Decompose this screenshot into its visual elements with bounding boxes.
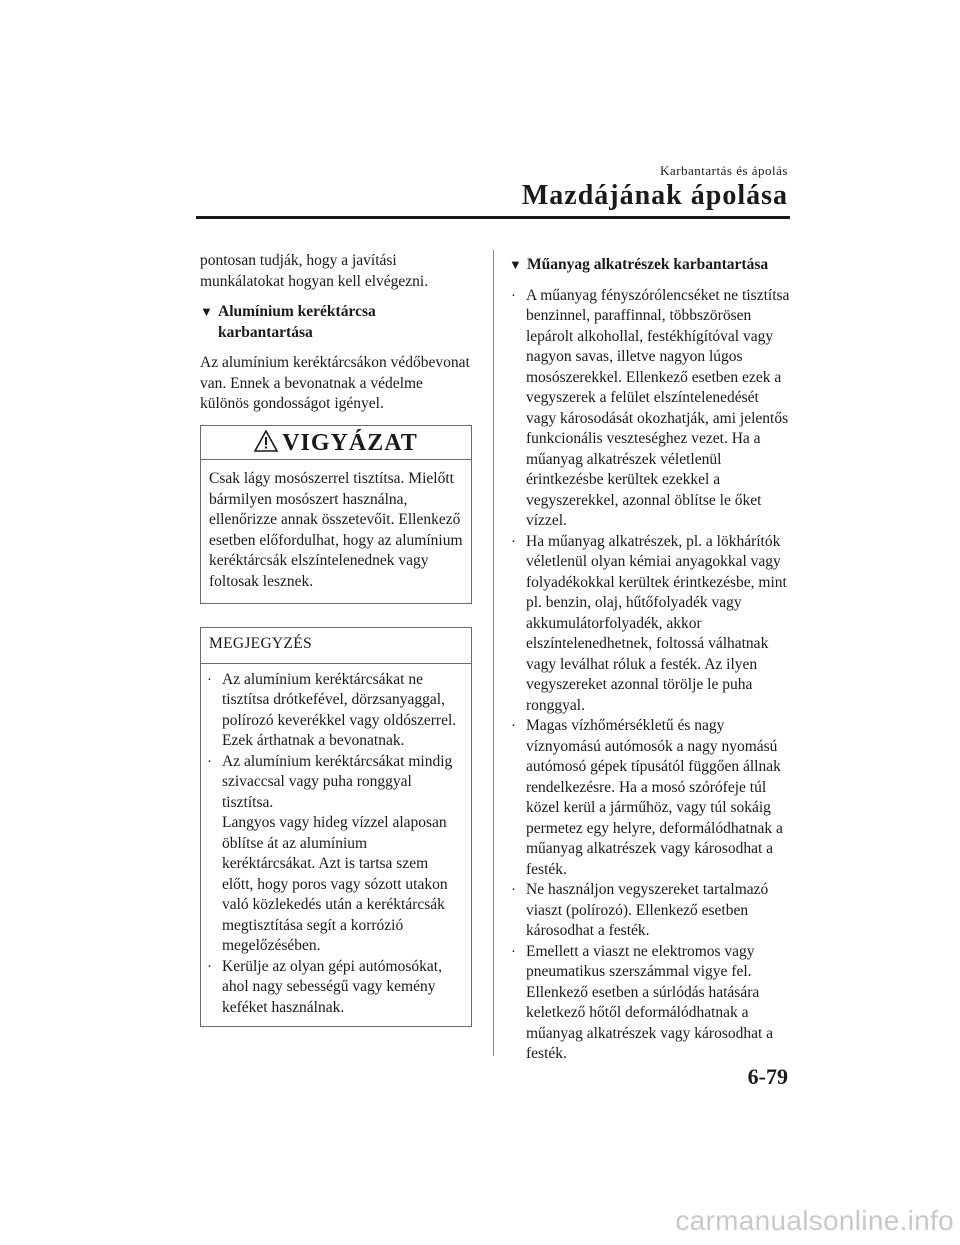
- list-item: · Az alumínium keréktárcsákat mindig szivaccsal vagy puha ronggyal tisztítsa. Langyos vagy hideg vízzel alaposan öblítse át az alumínium keréktárcsákat. Azt is tartsa szem előtt, hogy poros vagy sózott utakon való közlekedés után a keréktárcsák megtisztítása segít a korrózió megelőzésében.: [207, 752, 453, 954]
- bullet-dot-icon: ·: [207, 753, 212, 770]
- wheel-paragraph: Az alumínium keréktárcsákon védőbevonat van. Ennek a bevonatnak a védelme különös gondosságot igényel.: [200, 354, 470, 412]
- bullet-dot-icon: ·: [511, 287, 516, 304]
- note-body: [201, 664, 471, 1027]
- list-item: · Ha műanyag alkatrészek, pl. a lökhárítók véletlenül olyan kémiai anyagokkal vagy folyadékokkal kerültek érintkezésbe, mint pl. benzin, olaj, hűtőfolyadék vagy akkumulátorfolyadék, akkor elszíntelenedhetnek, foltossá válhatnak vagy leválhat róluk a festék. Az ilyen vegyszereket azonnal törölje le puha ronggyal.: [511, 532, 787, 714]
- bullet-dot-icon: ·: [511, 882, 516, 898]
- watermark: carmanualsonline.info: [675, 1205, 954, 1236]
- list-item: · Magas vízhőmérsékletű és nagy víznyomású autómosók a nagy nyomású autómosó gépek típusától függően állnak rendelkezésre. Ha a mosó szórófeje túl közel kerül a járműhöz, vagy túl sokáig permetez egy helyre, deformálódhatnak a műanyag alkatrészek vagy károsodhat a festék.: [511, 717, 783, 878]
- wheel-heading: [200, 302, 472, 343]
- bullet-dot-icon: ·: [511, 718, 516, 734]
- bullet-dot-icon: ·: [511, 533, 516, 550]
- plastic-heading-text: Műanyag alkatrészek karbantartása: [527, 256, 769, 273]
- list-item: · Ne használjon vegyszereket tartalmazó viaszt (polírozó). Ellenkező esetben károsodhat a festék.: [511, 881, 769, 939]
- note-title: MEGJEGYZÉS: [209, 635, 312, 652]
- triangle-down-icon: ▼: [509, 257, 522, 272]
- header-rule: [196, 216, 790, 219]
- column-divider: [493, 250, 494, 1056]
- warning-title-text: VIGYÁZAT: [282, 429, 418, 456]
- triangle-down-icon: ▼: [200, 304, 213, 319]
- right-column: [509, 251, 791, 1065]
- plastic-heading: [509, 255, 791, 276]
- left-column: [200, 251, 472, 1027]
- list-item: · Emellett a viaszt ne elektromos vagy pneumatikus szerszámmal vigye fel. Ellenkező esetben a súrlódás hatására keletkező hőtől deformálódhatnak a műanyag alkatrészek vagy károsodhat a festék.: [511, 942, 774, 1062]
- wheel-heading-text: Alumínium keréktárcsa karbantartása: [218, 303, 376, 341]
- page-number: 6-79: [747, 1064, 788, 1089]
- list-item: · A műanyag fényszórólencséket ne tisztítsa benzinnel, paraffinnal, többszörösen lepárolt alkohollal, festékhígítóval vagy nagyon savas, illetve nagyon lúgos mosószerekkel. Ellenkező esetben ezek a vegyszerek a felület elszíntelenedését vagy károsodását okozhatják, ami jelentős funkcionális veszteséghez vezet. Ha a műanyag alkatrészek véletlenül érintkezésbe kerültek ezekkel a vegyszerekkel, azonnal öblítse le őket vízzel.: [511, 286, 790, 529]
- list-item: · Az alumínium keréktárcsákat ne tisztítsa drótkefével, dörzsanyaggal, polírozó keverékkel vagy oldószerrel. Ezek árthatnak a bevonatnak.: [207, 670, 457, 749]
- section-label: Karbantartás és ápolás: [660, 163, 788, 178]
- bullet-dot-icon: ·: [511, 943, 516, 960]
- page-title: Mazdájának ápolása: [521, 180, 788, 211]
- bullet-dot-icon: ·: [207, 671, 212, 688]
- bullet-dot-icon: ·: [207, 958, 212, 975]
- list-item: · Kerülje az olyan gépi autómosókat, ahol nagy sebességű vagy kemény keféket használnak.: [207, 957, 442, 1016]
- note-box: [200, 627, 472, 1027]
- warning-triangle-icon: [254, 430, 278, 452]
- warning-title: [201, 426, 471, 460]
- warning-box: [200, 425, 472, 605]
- intro-paragraph: pontosan tudják, hogy a javítási munkálatokat hogyan kell elvégezni.: [200, 252, 429, 290]
- warning-text: Csak lágy mosószerrel tisztítsa. Mielőtt bármilyen mosószert használna, ellenőrizze annak összetevőit. Ellenkező esetben előfordulhat, hogy az alumínium keréktárcsák elszíntelenednek vagy foltosak lesznek.: [209, 470, 463, 590]
- plastic-list: [509, 286, 791, 1065]
